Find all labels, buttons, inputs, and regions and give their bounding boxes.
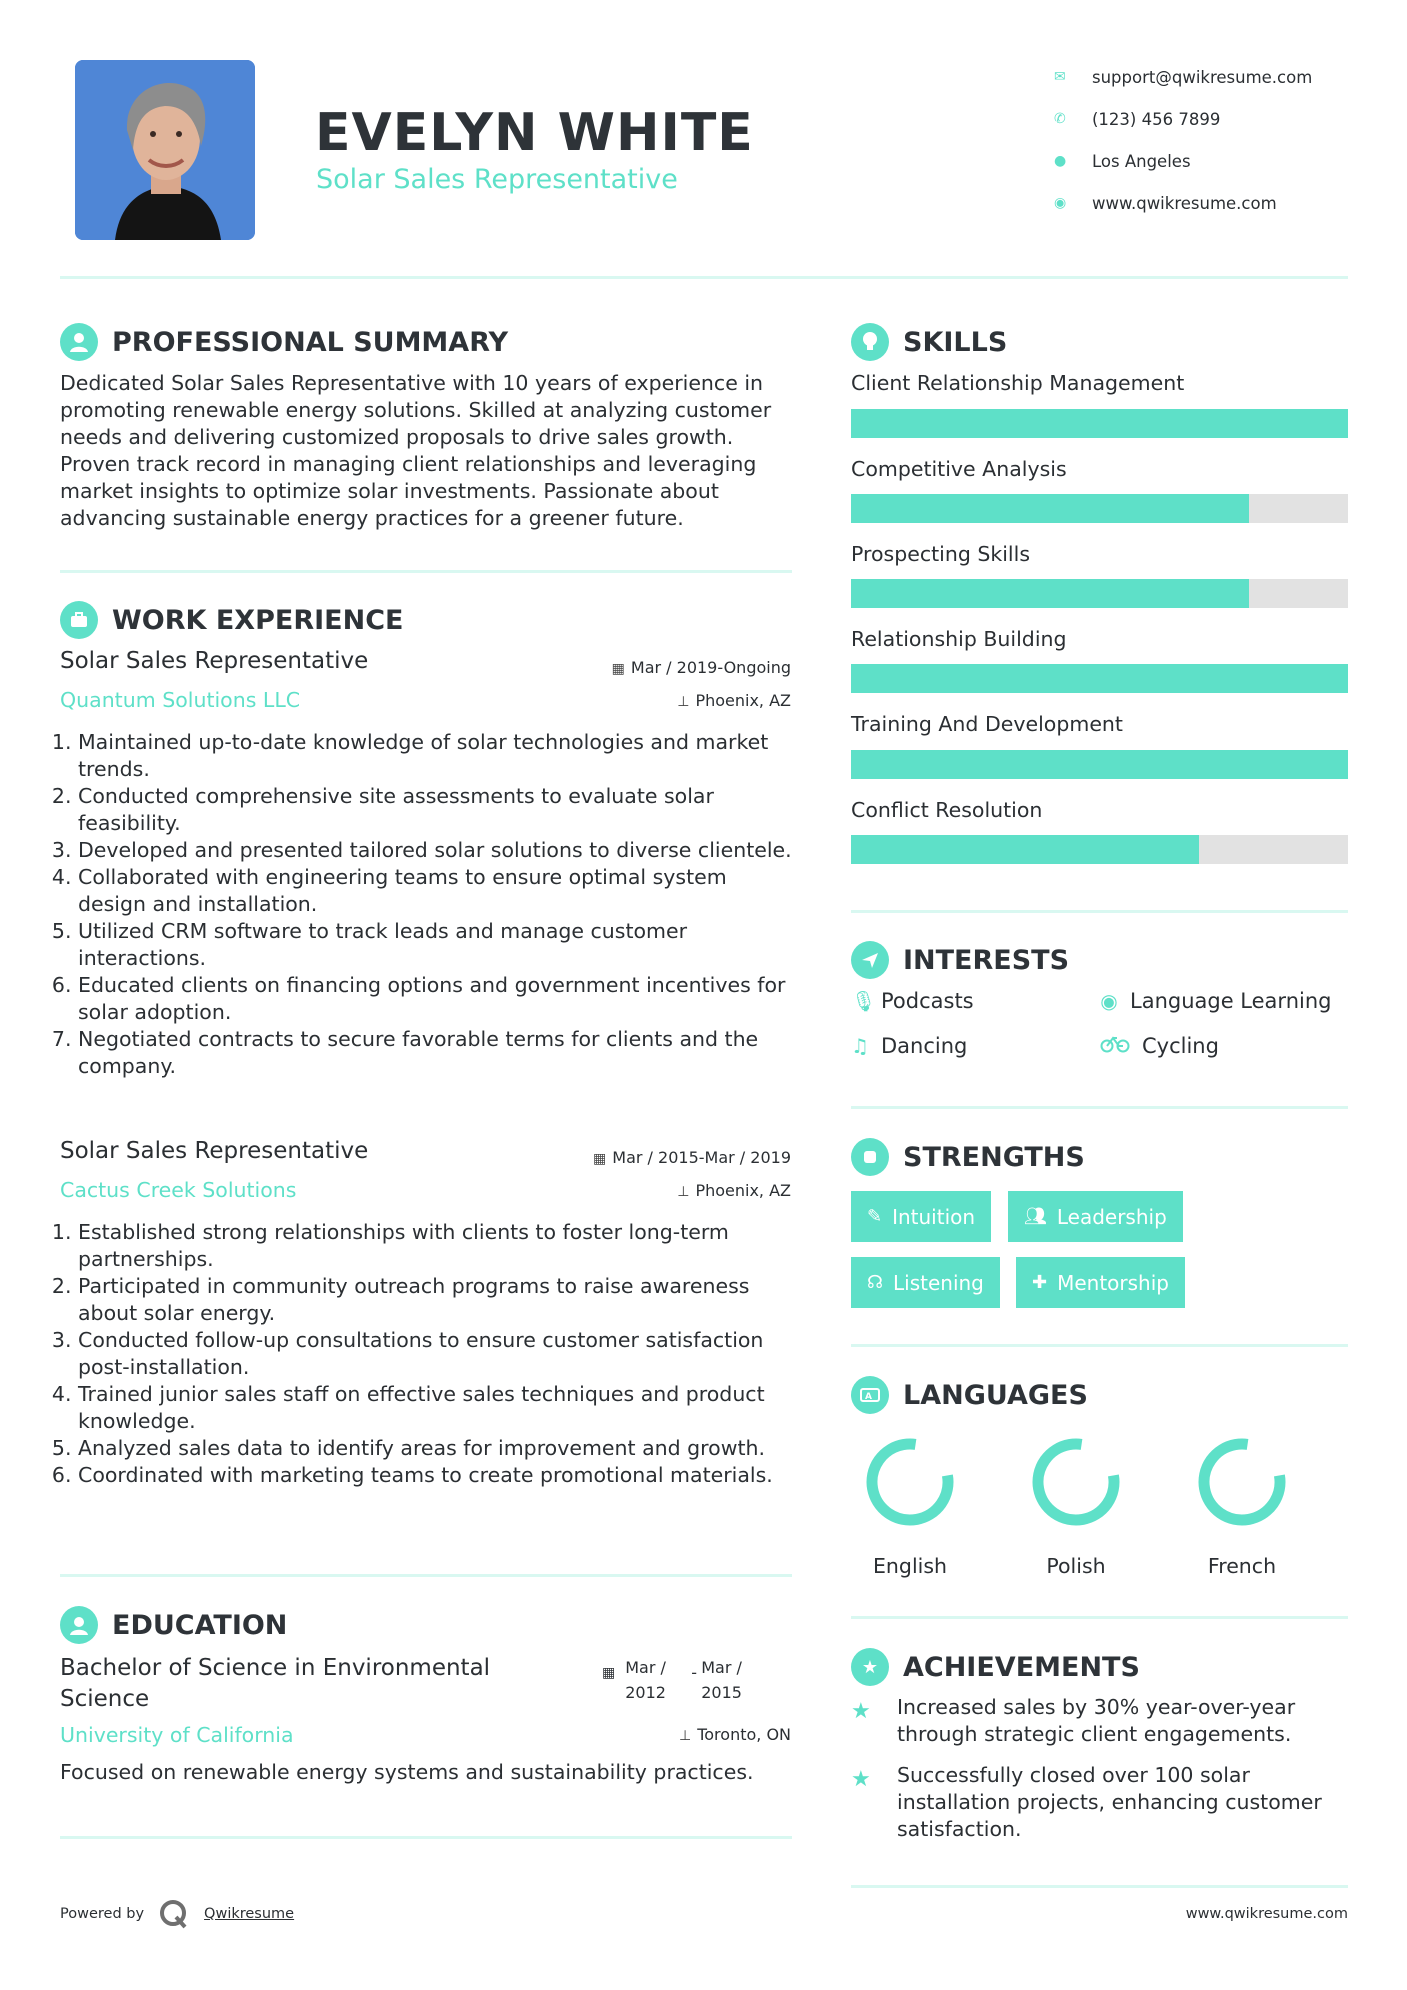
contact-location-text: Los Angeles <box>1092 151 1191 171</box>
education-description: Focused on renewable energy systems and sustainability practices. <box>60 1760 754 1784</box>
contact-phone[interactable] <box>1054 98 1312 140</box>
portrait-illustration <box>75 60 255 240</box>
job-1-responsibilities <box>60 729 800 1080</box>
interests-heading-text: INTERESTS <box>903 944 1070 976</box>
strengths-heading <box>851 1138 1085 1176</box>
skill-bar-fill <box>851 835 1199 864</box>
education-dates <box>602 1655 767 1705</box>
skill-bar <box>851 664 1348 693</box>
education-degree: Bachelor of Science in Environmental Science <box>60 1655 491 1712</box>
calendar-icon: ▦ <box>602 1665 616 1681</box>
strength-chip <box>851 1257 1000 1308</box>
experience-heading <box>60 601 403 639</box>
list-item: 6. Educated clients on financing options and government incentives for solar adoption. <box>78 972 800 1026</box>
contact-website[interactable] <box>1054 182 1312 224</box>
strength-chip <box>851 1191 991 1242</box>
interest-label: Podcasts <box>881 989 974 1013</box>
interest-label: Language Learning <box>1130 989 1332 1013</box>
map-pin-icon: ● <box>1054 153 1067 169</box>
fist-icon <box>851 1138 889 1176</box>
skill-label: Relationship Building <box>851 627 1067 651</box>
skills-heading-text: SKILLS <box>903 326 1008 358</box>
list-item: 3. Developed and presented tailored solar solutions to diverse clientele. <box>78 837 800 864</box>
list-item: 2. Conducted comprehensive site assessments to evaluate solar feasibility. <box>78 783 800 837</box>
job-1-location-text: Phoenix, AZ <box>695 691 791 710</box>
candidate-name: EVELYN WHITE <box>315 103 754 163</box>
list-item: 6. Coordinated with marketing teams to create promotional materials. <box>78 1462 800 1489</box>
user-plus-icon: ✚ <box>1032 1272 1048 1293</box>
user-icon <box>60 323 98 361</box>
contact-email-text: support@qwikresume.com <box>1092 67 1313 87</box>
achievement-text: Successfully closed over 100 solar installation projects, enhancing customer satisfaction. <box>897 1763 1322 1841</box>
globe-icon: ◉ <box>1054 195 1067 211</box>
globe-icon: ◉ <box>1100 989 1118 1013</box>
job-2-company: Cactus Creek Solutions <box>60 1178 297 1202</box>
interests-divider <box>851 1106 1348 1109</box>
graduate-icon <box>60 1606 98 1644</box>
strength-label: Leadership <box>1056 1204 1167 1229</box>
interest-item <box>1100 1034 1219 1058</box>
job-1-title: Solar Sales Representative <box>60 648 369 674</box>
strengths-divider <box>851 1344 1348 1347</box>
strength-label: Listening <box>893 1270 984 1295</box>
list-item: 4. Trained junior sales staff on effective sales techniques and product knowledge. <box>78 1381 800 1435</box>
language-ring <box>860 1432 960 1532</box>
language-ring-arc <box>866 1438 954 1526</box>
contact-email[interactable] <box>1054 56 1312 98</box>
language-label: English <box>872 1554 948 1578</box>
language-item <box>1016 1432 1136 1578</box>
skill-label: Training And Development <box>851 712 1123 736</box>
language-item <box>1182 1432 1302 1578</box>
languages-heading <box>851 1376 1088 1414</box>
pin-icon: ⊥ <box>677 694 690 710</box>
qwikresume-logo-icon <box>158 1898 190 1930</box>
contact-phone-text: (123) 456 7899 <box>1092 109 1221 129</box>
skill-bar-fill <box>851 664 1348 693</box>
contact-website-text: www.qwikresume.com <box>1092 193 1277 213</box>
achievement-item <box>851 1694 1348 1748</box>
strength-chip <box>1016 1257 1185 1308</box>
bicycle-icon <box>1100 1034 1130 1058</box>
header-divider <box>60 276 1348 279</box>
powered-by-text: Powered by <box>60 1906 145 1922</box>
phone-icon: ✆ <box>1054 111 1066 127</box>
music-note-icon: ♫ <box>851 1034 869 1058</box>
skills-heading <box>851 323 1007 361</box>
achievement-item <box>851 1762 1348 1843</box>
language-label: French <box>1207 1554 1277 1578</box>
job-2-title: Solar Sales Representative <box>60 1138 369 1164</box>
profile-photo <box>75 60 255 240</box>
lightbulb-icon <box>851 323 889 361</box>
footer-powered-by <box>60 1898 294 1930</box>
resume-header <box>0 0 1407 280</box>
microphone-icon: 🎙︎ <box>851 989 877 1013</box>
skill-bar <box>851 409 1348 438</box>
skills-divider <box>851 910 1348 913</box>
list-item: 4. Collaborated with engineering teams to ensure optimal system design and installation. <box>78 864 800 918</box>
language-ring <box>1026 1432 1126 1532</box>
skill-bar-fill <box>851 494 1249 523</box>
calendar-icon: ▦ <box>593 1151 607 1167</box>
list-item: 3. Conducted follow-up consultations to ensure customer satisfaction post-installation. <box>78 1327 800 1381</box>
education-school: University of California <box>60 1723 294 1747</box>
job-1-dates-text: Mar / 2019-Ongoing <box>630 658 791 677</box>
svg-text:A: A <box>865 1392 872 1402</box>
education-date-sep: - <box>691 1663 698 1682</box>
interest-label: Dancing <box>881 1034 968 1058</box>
job-2-dates <box>593 1148 791 1167</box>
education-location-text: Toronto, ON <box>697 1725 791 1744</box>
pin-icon: ⊥ <box>679 1728 692 1744</box>
skill-bar-fill <box>851 579 1249 608</box>
calendar-icon: ▦ <box>611 661 625 677</box>
achievements-divider <box>851 1885 1348 1888</box>
contact-list <box>1054 56 1312 224</box>
job-2-dates-text: Mar / 2015-Mar / 2019 <box>612 1148 791 1167</box>
achievements-heading-text: ACHIEVEMENTS <box>903 1651 1140 1683</box>
list-item: 2. Participated in community outreach programs to raise awareness about solar energy. <box>78 1273 800 1327</box>
job-2-location <box>677 1181 791 1200</box>
strength-chip <box>1008 1191 1183 1242</box>
interest-label: Cycling <box>1142 1034 1219 1058</box>
paper-plane-icon <box>851 941 889 979</box>
job-2-responsibilities <box>60 1219 800 1489</box>
education-heading <box>60 1606 287 1644</box>
summary-heading-text: PROFESSIONAL SUMMARY <box>112 326 509 358</box>
language-ring-arc <box>1198 1438 1286 1526</box>
language-item <box>850 1432 970 1578</box>
languages-divider <box>851 1616 1348 1619</box>
experience-heading-text: WORK EXPERIENCE <box>112 604 404 636</box>
summary-text: Dedicated Solar Sales Representative with 10 years of experience in promoting renewable energy solutions. Skilled at analyzing customer needs and delivering customized proposals to drive sales growth. Proven track record in managing client relationships and leveraging market insights to optimize solar investments. Passionate about advancing sustainable energy practices for a greener future. <box>60 371 772 530</box>
interest-item <box>851 989 974 1013</box>
skill-label: Conflict Resolution <box>851 798 1043 822</box>
star-icon: ★ <box>851 1699 871 1724</box>
job-1-company: Quantum Solutions LLC <box>60 688 301 712</box>
envelope-icon: ✉ <box>1054 69 1066 85</box>
qwikresume-link[interactable]: Qwikresume <box>204 1906 295 1922</box>
users-icon: 👥︎ <box>1024 1206 1047 1227</box>
list-item: 5. Utilized CRM software to track leads and manage customer interactions. <box>78 918 800 972</box>
education-date-end: Mar / 2015 <box>701 1658 742 1702</box>
language-icon <box>851 1376 889 1414</box>
strengths-heading-text: STRENGTHS <box>903 1141 1085 1173</box>
language-ring-arc <box>1032 1438 1120 1526</box>
skill-bar <box>851 579 1348 608</box>
summary-heading <box>60 323 508 361</box>
skill-label: Prospecting Skills <box>851 542 1031 566</box>
summary-divider <box>60 570 792 573</box>
achievement-text: Increased sales by 30% year-over-year through strategic client engagements. <box>897 1695 1296 1746</box>
skill-bar-fill <box>851 409 1348 438</box>
education-date-start: Mar / 2012 <box>625 1658 666 1702</box>
list-item: 5. Analyzed sales data to identify areas for improvement and growth. <box>78 1435 800 1462</box>
briefcase-icon <box>60 601 98 639</box>
interest-item <box>1100 989 1331 1013</box>
headphones-icon: ☊ <box>867 1272 883 1293</box>
job-2-location-text: Phoenix, AZ <box>695 1181 791 1200</box>
education-divider <box>60 1836 792 1839</box>
list-item: 7. Negotiated contracts to secure favorable terms for clients and the company. <box>78 1026 800 1080</box>
languages-heading-text: LANGUAGES <box>903 1379 1088 1411</box>
magic-wand-icon: ✎ <box>867 1206 883 1227</box>
interest-item <box>851 1034 967 1058</box>
experience-divider <box>60 1574 792 1577</box>
star-icon: ★ <box>851 1767 871 1792</box>
list-item: 1. Maintained up-to-date knowledge of solar technologies and market trends. <box>78 729 800 783</box>
skill-bar-fill <box>851 750 1348 779</box>
education-location <box>679 1725 791 1744</box>
strength-label: Intuition <box>892 1204 976 1229</box>
education-heading-text: EDUCATION <box>112 1609 288 1641</box>
list-item: 1. Established strong relationships with clients to foster long-term partnerships. <box>78 1219 800 1273</box>
skill-label: Competitive Analysis <box>851 457 1067 481</box>
skill-bar <box>851 494 1348 523</box>
star-badge-icon: ★ <box>851 1648 889 1686</box>
skill-label: Client Relationship Management <box>851 371 1185 395</box>
contact-location <box>1054 140 1312 182</box>
footer-url[interactable]: www.qwikresume.com <box>1185 1906 1348 1922</box>
job-1-dates <box>612 658 791 677</box>
interests-heading <box>851 941 1069 979</box>
pin-icon: ⊥ <box>677 1184 690 1200</box>
skill-bar <box>851 835 1348 864</box>
achievements-heading <box>851 1648 1140 1686</box>
skill-bar <box>851 750 1348 779</box>
candidate-title: Solar Sales Representative <box>316 164 678 195</box>
job-1-location <box>677 691 791 710</box>
language-ring <box>1192 1432 1292 1532</box>
language-label: Polish <box>1046 1554 1106 1578</box>
strength-label: Mentorship <box>1057 1270 1169 1295</box>
